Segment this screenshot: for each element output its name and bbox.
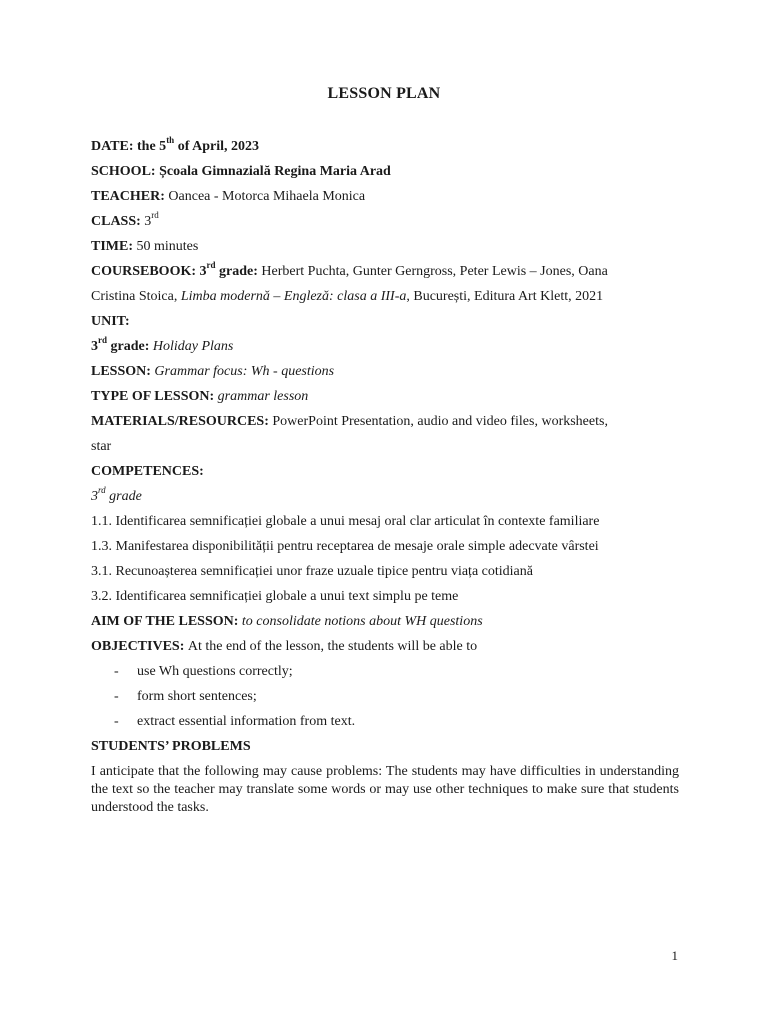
competence-item: 1.3. Manifestarea disponibilității pentru receptarea de mesaje orale simple adecvate vârstei (91, 539, 599, 554)
date-rest: of April, 2023 (174, 139, 259, 154)
time-label: TIME: (91, 239, 137, 254)
coursebook-line-2 (91, 286, 679, 311)
competence-item: 1.1. Identificarea semnificației globale a unui mesaj oral clar articulat în contexte familiare (91, 514, 600, 529)
grade-unit-post: grade: (107, 339, 153, 354)
date-sup: th (166, 135, 175, 146)
competence-item: 3.2. Identificarea semnificației globale a unui text simplu pe teme (91, 589, 459, 604)
grade-unit-line (91, 336, 679, 361)
school-line (91, 161, 679, 186)
coursebook-line2-pre: Cristina Stoica, (91, 289, 181, 304)
students-problems-text: I anticipate that the following may cause problems: The students may have difficulties in understanding the text so the teacher may translate some words or may use other techniques to make sure that students understood the tasks. (91, 764, 679, 815)
objective-item (91, 661, 679, 686)
lesson-label: LESSON: (91, 364, 155, 379)
aim-value: to consolidate notions about WH questions (241, 614, 483, 629)
coursebook-book-title: Limba modernă – Engleză: clasa a III-a (180, 289, 407, 304)
class-value: 3 (144, 214, 152, 229)
coursebook-authors: Herbert Puchta, Gunter Gerngross, Peter Lewis – Jones, Oana (261, 264, 608, 279)
type-of-lesson-line (91, 386, 679, 411)
materials-line-2: star (91, 439, 112, 454)
coursebook-label: COURSEBOOK: 3 (91, 264, 207, 279)
aim-label: AIM OF THE LESSON: (91, 614, 242, 629)
page-number: 1 (671, 948, 678, 963)
school-label: SCHOOL: (91, 164, 160, 179)
objectives-value: At the end of the lesson, the students will be able to (187, 639, 478, 654)
date-line (91, 136, 679, 161)
objectives-line (91, 636, 679, 661)
grade-unit-sup: rd (98, 335, 107, 346)
page-title: LESSON PLAN (327, 85, 441, 102)
type-of-lesson-value: grammar lesson (217, 389, 309, 404)
lesson-value: Grammar focus: Wh - questions (154, 364, 335, 379)
coursebook-line2-post: , București, Editura Art Klett, 2021 (406, 289, 604, 304)
materials-line-1 (91, 411, 679, 436)
class-line (91, 211, 679, 236)
objective-item (91, 686, 679, 711)
objective-text: form short sentences; (137, 689, 257, 704)
class-label: CLASS: (91, 214, 145, 229)
lesson-line (91, 361, 679, 386)
bullet-marker: - (114, 714, 119, 729)
unit-label: UNIT: (91, 314, 130, 329)
teacher-line (91, 186, 679, 211)
objective-text: use Wh questions correctly; (137, 664, 293, 679)
materials-label: MATERIALS/RESOURCES: (91, 414, 273, 429)
competence-item: 3.1. Recunoașterea semnificației unor fraze uzuale tipice pentru viața cotidiană (91, 564, 533, 579)
competences-grade-pre: 3 (91, 489, 98, 504)
grade-unit-pre: 3 (91, 339, 98, 354)
competences-grade-sup: rd (98, 485, 106, 496)
grade-unit-value: Holiday Plans (152, 339, 234, 354)
objective-text: extract essential information from text. (137, 714, 356, 729)
teacher-label: TEACHER: (91, 189, 169, 204)
objectives-label: OBJECTIVES: (91, 639, 188, 654)
lesson-plan-body (91, 136, 679, 817)
students-problems-label: STUDENTS’ PROBLEMS (91, 739, 251, 754)
time-line (91, 236, 679, 261)
competences-label: COMPETENCES: (91, 464, 204, 479)
bullet-marker: - (114, 664, 119, 679)
date-label: DATE: the 5 (91, 139, 167, 154)
school-value: Școala Gimnazială Regina Maria Arad (159, 164, 391, 179)
materials-value-1: PowerPoint Presentation, audio and video files, worksheets, (272, 414, 608, 429)
objective-item (91, 711, 679, 736)
coursebook-label-sup: rd (206, 260, 216, 271)
competences-grade (91, 486, 679, 511)
teacher-value: Oancea - Motorca Mihaela Monica (168, 189, 366, 204)
class-sup: rd (151, 210, 159, 221)
competences-grade-post: grade (105, 489, 142, 504)
aim-line (91, 611, 679, 636)
time-value: 50 minutes (136, 239, 199, 254)
coursebook-label-post: grade: (215, 264, 262, 279)
bullet-marker: - (114, 689, 119, 704)
type-of-lesson-label: TYPE OF LESSON: (91, 389, 218, 404)
coursebook-line-1 (91, 261, 679, 286)
